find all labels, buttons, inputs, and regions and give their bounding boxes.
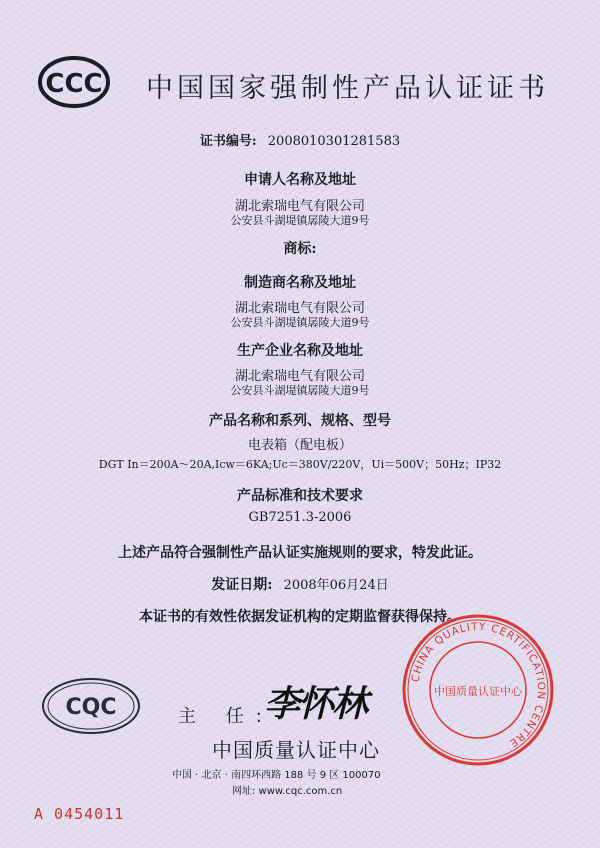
ccc-logo-text: CCC	[45, 69, 103, 99]
factory-address: 公安县斗湖堤镇孱陵大道9号	[230, 384, 370, 397]
cqc-logo	[40, 676, 142, 736]
applicant-name: 湖北索瑞电气有限公司	[234, 199, 365, 214]
issue-date-row	[0, 574, 600, 594]
director-signature	[262, 676, 382, 728]
seal-outer-text: CHINA QUALITY CERTIFICATION CENTRE	[409, 620, 548, 750]
certificate-number-row	[0, 130, 600, 149]
ccc-logo	[38, 56, 110, 108]
issue-date-label: 发证日期:	[211, 577, 273, 593]
product-spec: DGT In＝200A～20A,Icw＝6KA;Uc＝380V/220V，Ui＝500V；50Hz；IP32	[98, 458, 502, 471]
official-seal	[400, 612, 556, 768]
issuer-org-name: 中国质量认证中心	[212, 738, 380, 762]
applicant-label: 申请人名称及地址	[244, 172, 356, 188]
applicant-address: 公安县斗湖堤镇孱陵大道9号	[230, 214, 370, 227]
manufacturer-address: 公安县斗湖堤镇孱陵大道9号	[230, 316, 370, 329]
page-title: 中国国家强制性产品认证证书	[146, 73, 549, 104]
issuer-website: 网址: www.cqc.com.cn	[232, 786, 343, 797]
product-name: 电表箱（配电板）	[247, 438, 352, 453]
standard-label: 产品标准和技术要求	[237, 488, 363, 504]
manufacturer-name: 湖北索瑞电气有限公司	[234, 301, 365, 316]
standard-value: GB7251.3-2006	[248, 510, 352, 525]
serial-number: A 0454011	[34, 805, 125, 823]
director-label: 主 任:	[178, 706, 274, 727]
manufacturer-label: 制造商名称及地址	[244, 275, 356, 291]
cqc-logo-text: CQC	[65, 695, 117, 720]
issue-date-value: 2008年06月24日	[283, 578, 389, 593]
trademark-label: 商标:	[283, 241, 317, 257]
factory-name: 湖北索瑞电气有限公司	[234, 369, 365, 384]
certificate-number-value: 2008010301281583	[267, 134, 401, 149]
seal-inner-text: 中国质量认证中心	[434, 685, 522, 698]
issuer-address: 中国 · 北京 · 南四环西路 188 号 9 区 100070	[172, 770, 381, 781]
certification-statement: 上述产品符合强制性产品认证实施规则的要求，特发此证。	[118, 545, 482, 561]
product-label: 产品名称和系列、规格、型号	[209, 413, 391, 429]
certificate-number-label: 证书编号:	[199, 134, 257, 149]
signature-text: 李怀林	[264, 683, 367, 725]
validity-statement: 本证书的有效性依据发证机构的定期监督获得保持。	[139, 609, 461, 625]
factory-label: 生产企业名称及地址	[237, 343, 363, 359]
